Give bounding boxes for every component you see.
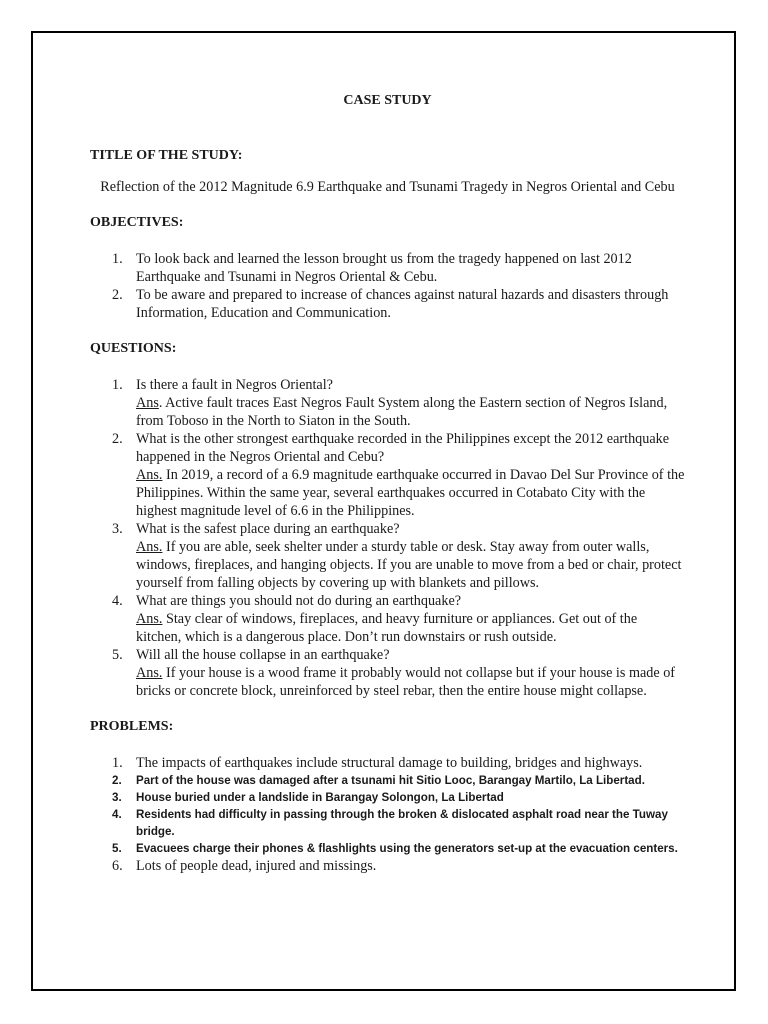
list-number: 3. [112, 791, 122, 804]
list-item [90, 789, 685, 806]
list-item [90, 772, 685, 789]
answer-label: Ans. [136, 665, 163, 681]
objectives-list [90, 250, 685, 322]
problem-text: Lots of people dead, injured and missings. [136, 858, 377, 874]
answer-body: Stay clear of windows, fireplaces, and heavy furniture or appliances. Get out of the kitchen, which is a dangerous place. Don’t run downstairs or rush outside. [136, 611, 638, 645]
answer-label: Ans. [136, 467, 163, 483]
objective-text: To be aware and prepared to increase of chances against natural hazards and disasters through Information, Education and Communication. [136, 287, 669, 321]
study-title: Reflection of the 2012 Magnitude 6.9 Earthquake and Tsunami Tragedy in Negros Oriental and Cebu [100, 179, 675, 195]
list-item [90, 754, 685, 772]
answer-body: . Active fault traces East Negros Fault System along the Eastern section of Negros Island, from Toboso in the North to Siaton in the South. [136, 395, 668, 429]
question-text: What are things you should not do during an earthquake? [136, 593, 462, 609]
question-text: What is the other strongest earthquake recorded in the Philippines except the 2012 earthquake happened in the Negros Oriental and Cebu? [136, 431, 670, 465]
list-number: 1. [112, 377, 123, 393]
list-number: 1. [112, 755, 123, 771]
problem-text: The impacts of earthquakes include structural damage to building, bridges and highways. [136, 755, 643, 771]
questions-heading: QUESTIONS: [90, 341, 177, 356]
objective-text: To look back and learned the lesson brought us from the tragedy happened on last 2012 Earthquake and Tsunami in Negros Oriental & Cebu. [136, 251, 632, 285]
answer-body: If you are able, seek shelter under a sturdy table or desk. Stay away from outer walls, windows, fireplaces, and hanging objects. If you are unable to move from a bed or chair, protect yourself from falling objects by covering up with blankets and pillows. [136, 539, 682, 591]
list-number: 5. [112, 647, 123, 663]
list-number: 4. [112, 808, 122, 821]
answer-text [136, 664, 685, 700]
problem-text: House buried under a landslide in Barangay Solongon, La Libertad [136, 791, 504, 804]
list-item [90, 286, 685, 322]
document-body [90, 92, 685, 875]
objectives-heading: OBJECTIVES: [90, 215, 184, 230]
title-heading: TITLE OF THE STUDY: [90, 148, 243, 163]
list-item [90, 592, 685, 646]
problem-text: Evacuees charge their phones & flashlights using the generators set-up at the evacuation centers. [136, 842, 678, 855]
answer-text [136, 610, 685, 646]
problems-heading: PROBLEMS: [90, 719, 174, 734]
answer-body: If your house is a wood frame it probably would not collapse but if your house is made of bricks or concrete block, unreinforced by steel rebar, then the entire house might collapse. [136, 665, 676, 699]
list-item [90, 250, 685, 286]
list-item [90, 520, 685, 592]
list-number: 2. [112, 431, 123, 447]
list-number: 4. [112, 593, 123, 609]
list-item [90, 376, 685, 430]
list-item [90, 806, 685, 840]
list-number: 2. [112, 287, 123, 303]
questions-list [90, 376, 685, 700]
problems-list [90, 754, 685, 875]
list-item [90, 646, 685, 700]
document-header: CASE STUDY [343, 93, 432, 108]
list-number: 2. [112, 774, 122, 787]
answer-text [136, 394, 685, 430]
list-number: 6. [112, 858, 123, 874]
answer-text [136, 466, 685, 520]
list-number: 1. [112, 251, 123, 267]
list-number: 3. [112, 521, 123, 537]
question-text: What is the safest place during an earthquake? [136, 521, 400, 537]
answer-text [136, 538, 685, 592]
problem-text: Residents had difficulty in passing through the broken & dislocated asphalt road near the Tuway bridge. [136, 808, 668, 838]
answer-label: Ans. [136, 611, 163, 627]
list-item [90, 430, 685, 520]
answer-label: Ans [136, 395, 159, 411]
answer-label: Ans. [136, 539, 163, 555]
list-number: 5. [112, 842, 122, 855]
question-text: Will all the house collapse in an earthquake? [136, 647, 390, 663]
list-item [90, 857, 685, 875]
question-text: Is there a fault in Negros Oriental? [136, 377, 333, 393]
answer-body: In 2019, a record of a 6.9 magnitude earthquake occurred in Davao Del Sur Province of the Philippines. Within the same year, several earthquakes occurred in Cotabato City with the highest magnitude level of 6.6 in the Philippines. [136, 467, 685, 519]
list-item [90, 840, 685, 857]
problem-text: Part of the house was damaged after a tsunami hit Sitio Looc, Barangay Martilo, La Libertad. [136, 774, 645, 787]
